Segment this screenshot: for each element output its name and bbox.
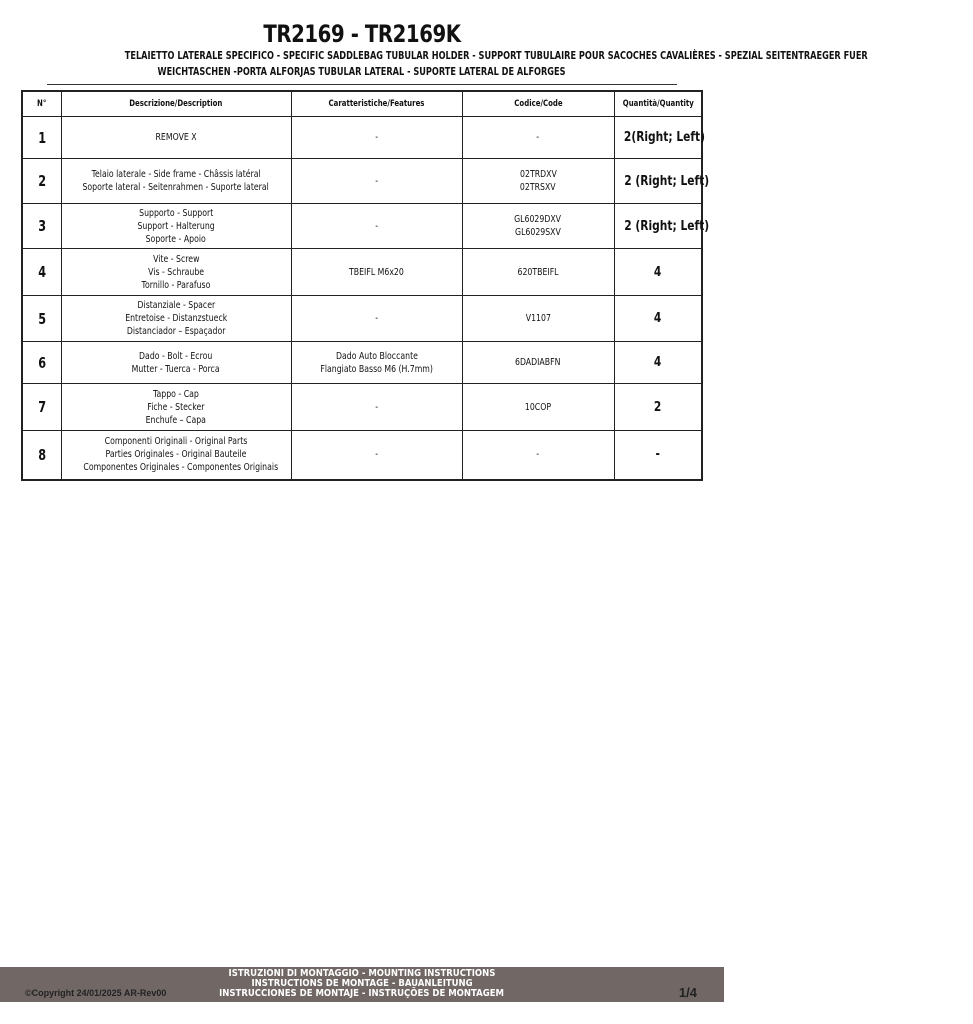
table-row [22,159,702,204]
row-quantity: 4 [614,342,702,384]
footer-band [0,967,724,1002]
header-quantity: Quantità/Quantity [614,91,702,117]
description-line: Tornillo - Parafuso [141,279,211,291]
row-description [61,249,291,296]
row-number: 2 [22,159,61,204]
features-line: Dado Auto Bloccante [335,350,418,362]
table-row [22,431,702,480]
code-line: 6DADIABFN [515,357,561,368]
features-line: - [375,449,378,461]
row-code [462,117,614,159]
description-line: REMOVE X [155,132,197,143]
code-line: GL6029SXV [515,227,561,238]
header-code: Codice/Code [462,91,614,117]
code-line: 620TBEIFL [517,266,559,278]
description-line: Telaio laterale - Side frame - Châssis latéral [91,169,261,180]
description-line: Soporte lateral - Seitenrahmen - Suporte lateral [82,182,270,193]
code-line: 02TRDXV [519,169,557,180]
table-row [22,117,702,159]
row-code [462,342,614,384]
row-number: 1 [22,117,61,159]
subtitle-line: TELAIETTO LATERALE SPECIFICO - SPECIFIC SADDLEBAG TUBULAR HOLDER - SUPPORT TUBULAIRE POUR SACOCHES CAVALIÈRES - SPEZIAL SEITENTRAEGER FUER [124,50,868,62]
description-line: Tappo - Cap [153,388,199,400]
row-quantity: - [614,431,702,480]
row-code [462,159,614,204]
features-line: - [375,401,378,413]
title-divider [47,84,677,85]
code-line: V1107 [525,313,551,324]
code-line: - [536,449,540,461]
row-features [291,296,462,342]
table-row [22,384,702,431]
footer-line: INSTRUCCIONES DE MONTAJE - INSTRUÇÕES DE MONTAGEM [219,988,505,999]
header-features: Caratteristiche/Features [291,91,462,117]
row-code [462,296,614,342]
description-line: Supporto - Support [138,207,214,219]
features-line: - [375,175,378,187]
description-line: Componenti Originali - Original Parts [104,436,248,448]
page-number: 1/4 [678,985,697,1000]
table-row [22,342,702,384]
table-row [22,204,702,249]
description-line: Enchufe – Capa [145,414,207,426]
description-line: Fiche - Stecker [147,401,205,413]
features-line: Flangiato Basso M6 (H.7mm) [320,363,433,375]
description-line: Distanciador – Espaçador [126,326,226,337]
table-row [22,249,702,296]
description-line: Parties Originales - Original Bauteile [105,449,247,461]
row-number: 6 [22,342,61,384]
row-number: 3 [22,204,61,249]
description-line: Entretoise - Distanzstueck [124,313,228,324]
row-quantity: 2(Right; Left) [614,117,702,159]
row-features [291,249,462,296]
features-line: - [375,313,378,324]
features-line: - [375,132,378,143]
row-features [291,384,462,431]
row-features [291,117,462,159]
code-line: - [536,132,540,143]
row-quantity: 4 [614,296,702,342]
features-line: - [375,220,378,232]
table-header-row [22,91,702,117]
header-num: N° [22,91,61,117]
row-quantity: 2 [614,384,702,431]
description-line: Dado - Bolt - Ecrou [139,350,213,362]
row-description [61,117,291,159]
code-line: 10COP [524,401,552,413]
parts-table [21,90,709,481]
copyright-notice: ©Copyright 24/01/2025 AR-Rev00 [25,988,167,998]
row-description [61,159,291,204]
header-description: Descrizione/Description [61,91,291,117]
row-code [462,204,614,249]
row-code [462,384,614,431]
row-quantity: 4 [614,249,702,296]
row-code [462,249,614,296]
code-line: 02TRSXV [520,182,556,193]
description-line: Mutter - Tuerca - Porca [132,363,220,375]
description-line: Distanziale - Spacer [137,300,215,311]
row-features [291,159,462,204]
code-line: GL6029DXV [514,214,562,225]
row-number: 5 [22,296,61,342]
description-line: Soporte - Apoio [145,233,207,245]
description-line: Vis - Schraube [148,266,204,278]
features-line: TBEIFL M6x20 [349,266,404,278]
document-subtitle [20,48,868,80]
footer-line: INSTRUCTIONS DE MONTAGE - BAUANLEITUNG [251,978,473,989]
row-features [291,342,462,384]
row-quantity: 2 (Right; Left) [614,204,702,249]
row-description [61,384,291,431]
table-row [22,296,702,342]
row-number: 7 [22,384,61,431]
row-description [61,431,291,480]
description-line: Support - Halterung [137,220,215,232]
description-line: Vite - Screw [152,253,200,265]
row-description [61,296,291,342]
footer-line: ISTRUZIONI DI MONTAGGIO - MOUNTING INSTRUCTIONS [228,968,496,979]
subtitle-line: WEICHTASCHEN -PORTA ALFORJAS TUBULAR LATERAL - SUPORTE LATERAL DE ALFORGES [158,66,566,78]
row-quantity: 2 (Right; Left) [614,159,702,204]
row-description [61,342,291,384]
description-line: Componentes Originales - Componentes Originais [82,462,278,474]
row-code [462,431,614,480]
row-features [291,431,462,480]
row-number: 8 [22,431,61,480]
document-title: TR2169 - TR2169K [263,20,461,48]
row-features [291,204,462,249]
row-description [61,204,291,249]
row-number: 4 [22,249,61,296]
